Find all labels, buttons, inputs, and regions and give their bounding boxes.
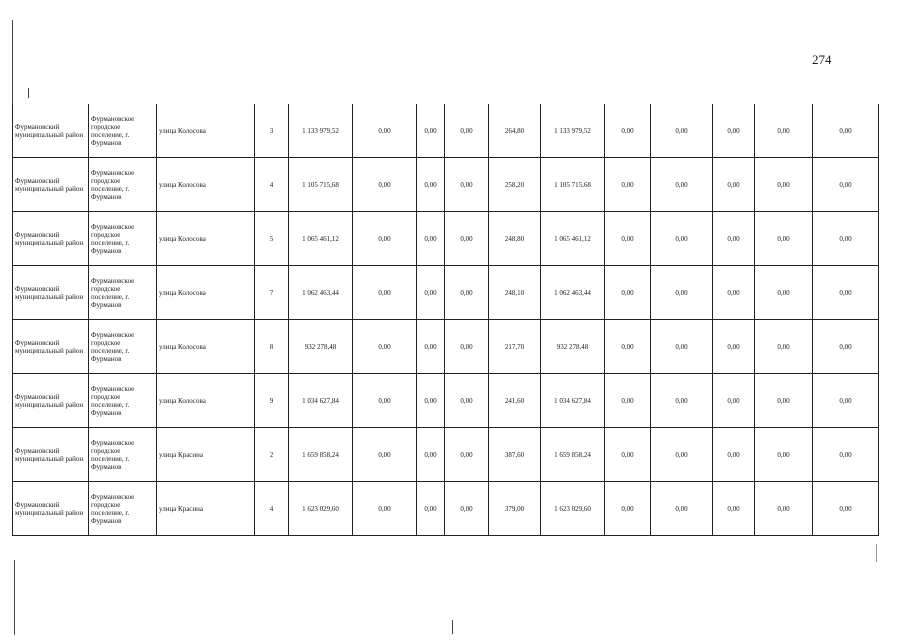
cell-house: 2	[255, 428, 289, 482]
table-row	[13, 428, 879, 482]
cell-total: 1 065 461,12	[289, 212, 353, 266]
cell-house: 9	[255, 374, 289, 428]
table-row	[13, 212, 879, 266]
cell-amount: 1 034 627,84	[541, 374, 605, 428]
cell-v5: 0,00	[651, 158, 713, 212]
cell-house: 3	[255, 104, 289, 158]
cell-street: улица Колосова	[157, 320, 255, 374]
cell-settlement: Фурмановское городское поселение, г. Фурманов	[89, 158, 157, 212]
cell-v2: 0,00	[417, 482, 445, 536]
scan-mark-bottom-mid	[452, 620, 453, 634]
cell-area: 248,80	[489, 212, 541, 266]
cell-v2: 0,00	[417, 374, 445, 428]
cell-v4: 0,00	[605, 158, 651, 212]
cell-settlement: Фурмановское городское поселение, г. Фурманов	[89, 212, 157, 266]
cell-street: улица Колосова	[157, 266, 255, 320]
page-number: 274	[812, 52, 832, 67]
cell-v7: 0,00	[755, 374, 813, 428]
cell-settlement: Фурмановское городское поселение, г. Фурманов	[89, 104, 157, 158]
cell-v4: 0,00	[605, 374, 651, 428]
scan-mark-left	[12, 20, 13, 104]
cell-v1: 0,00	[353, 482, 417, 536]
cell-v3: 0,00	[445, 158, 489, 212]
cell-settlement: Фурмановское городское поселение, г. Фурманов	[89, 374, 157, 428]
cell-area: 379,00	[489, 482, 541, 536]
cell-district: Фурмановский муниципальный район	[13, 374, 89, 428]
cell-v2: 0,00	[417, 428, 445, 482]
table-row	[13, 266, 879, 320]
cell-v8: 0,00	[813, 212, 879, 266]
cell-v7: 0,00	[755, 158, 813, 212]
cell-v6: 0,00	[713, 104, 755, 158]
cell-street: улица Колосова	[157, 212, 255, 266]
table-row	[13, 320, 879, 374]
cell-v7: 0,00	[755, 212, 813, 266]
cell-v4: 0,00	[605, 428, 651, 482]
cell-v8: 0,00	[813, 482, 879, 536]
cell-v5: 0,00	[651, 320, 713, 374]
cell-v5: 0,00	[651, 374, 713, 428]
cell-street: улица Красина	[157, 428, 255, 482]
table-row	[13, 104, 879, 158]
cell-v7: 0,00	[755, 104, 813, 158]
cell-area: 387,60	[489, 428, 541, 482]
cell-area: 241,60	[489, 374, 541, 428]
scan-mark-bottom-left	[14, 560, 15, 635]
cell-settlement: Фурмановское городское поселение, г. Фурманов	[89, 266, 157, 320]
cell-area: 248,10	[489, 266, 541, 320]
cell-v3: 0,00	[445, 212, 489, 266]
cell-house: 7	[255, 266, 289, 320]
cell-district: Фурмановский муниципальный район	[13, 428, 89, 482]
cell-house: 4	[255, 158, 289, 212]
cell-v1: 0,00	[353, 320, 417, 374]
cell-v1: 0,00	[353, 374, 417, 428]
table-row	[13, 374, 879, 428]
cell-v2: 0,00	[417, 320, 445, 374]
cell-v6: 0,00	[713, 428, 755, 482]
cell-house: 4	[255, 482, 289, 536]
cell-settlement: Фурмановское городское поселение, г. Фурманов	[89, 482, 157, 536]
cell-area: 258,20	[489, 158, 541, 212]
cell-v5: 0,00	[651, 428, 713, 482]
cell-amount: 1 105 715,68	[541, 158, 605, 212]
cell-district: Фурмановский муниципальный район	[13, 212, 89, 266]
cell-v5: 0,00	[651, 266, 713, 320]
cell-v2: 0,00	[417, 212, 445, 266]
cell-v3: 0,00	[445, 266, 489, 320]
cell-house: 8	[255, 320, 289, 374]
cell-amount: 1 065 461,12	[541, 212, 605, 266]
cell-v8: 0,00	[813, 320, 879, 374]
cell-street: улица Колосова	[157, 104, 255, 158]
cell-district: Фурмановский муниципальный район	[13, 266, 89, 320]
table-body	[13, 104, 879, 536]
cell-v3: 0,00	[445, 428, 489, 482]
scan-mark-right	[876, 544, 877, 562]
cell-v3: 0,00	[445, 482, 489, 536]
cell-v8: 0,00	[813, 158, 879, 212]
cell-v6: 0,00	[713, 158, 755, 212]
cell-district: Фурмановский муниципальный район	[13, 320, 89, 374]
cell-street: улица Красина	[157, 482, 255, 536]
cell-v3: 0,00	[445, 320, 489, 374]
cell-v4: 0,00	[605, 104, 651, 158]
cell-v3: 0,00	[445, 374, 489, 428]
scan-mark-tick	[28, 88, 29, 98]
cell-district: Фурмановский муниципальный район	[13, 158, 89, 212]
cell-v6: 0,00	[713, 266, 755, 320]
cell-area: 217,70	[489, 320, 541, 374]
cell-v4: 0,00	[605, 482, 651, 536]
cell-amount: 932 278,48	[541, 320, 605, 374]
cell-total: 1 659 858,24	[289, 428, 353, 482]
cell-v6: 0,00	[713, 320, 755, 374]
cell-total: 1 133 979,52	[289, 104, 353, 158]
cell-v4: 0,00	[605, 320, 651, 374]
cell-v8: 0,00	[813, 428, 879, 482]
cell-settlement: Фурмановское городское поселение, г. Фурманов	[89, 320, 157, 374]
cell-v7: 0,00	[755, 428, 813, 482]
cell-total: 932 278,48	[289, 320, 353, 374]
cell-total: 1 105 715,68	[289, 158, 353, 212]
cell-v7: 0,00	[755, 266, 813, 320]
cell-street: улица Колосова	[157, 374, 255, 428]
cell-v8: 0,00	[813, 266, 879, 320]
cell-total: 1 623 029,60	[289, 482, 353, 536]
cell-settlement: Фурмановское городское поселение, г. Фурманов	[89, 428, 157, 482]
cell-amount: 1 659 858,24	[541, 428, 605, 482]
cell-v7: 0,00	[755, 320, 813, 374]
cell-v1: 0,00	[353, 428, 417, 482]
cell-v6: 0,00	[713, 212, 755, 266]
table-row	[13, 482, 879, 536]
cell-v5: 0,00	[651, 104, 713, 158]
cell-house: 5	[255, 212, 289, 266]
cell-street: улица Колосова	[157, 158, 255, 212]
table-row	[13, 158, 879, 212]
cell-v1: 0,00	[353, 266, 417, 320]
cell-v6: 0,00	[713, 482, 755, 536]
cell-v5: 0,00	[651, 482, 713, 536]
cell-area: 264,80	[489, 104, 541, 158]
cell-v5: 0,00	[651, 212, 713, 266]
cell-v1: 0,00	[353, 212, 417, 266]
cell-district: Фурмановский муниципальный район	[13, 104, 89, 158]
cell-v7: 0,00	[755, 482, 813, 536]
cell-v1: 0,00	[353, 158, 417, 212]
cell-district: Фурмановский муниципальный район	[13, 482, 89, 536]
cell-v4: 0,00	[605, 212, 651, 266]
data-table	[12, 104, 879, 536]
cell-v2: 0,00	[417, 104, 445, 158]
cell-total: 1 034 627,84	[289, 374, 353, 428]
cell-total: 1 062 463,44	[289, 266, 353, 320]
cell-v8: 0,00	[813, 374, 879, 428]
cell-amount: 1 623 029,60	[541, 482, 605, 536]
cell-v2: 0,00	[417, 266, 445, 320]
cell-v4: 0,00	[605, 266, 651, 320]
cell-v2: 0,00	[417, 158, 445, 212]
cell-amount: 1 062 463,44	[541, 266, 605, 320]
cell-v8: 0,00	[813, 104, 879, 158]
cell-amount: 1 133 979,52	[541, 104, 605, 158]
cell-v3: 0,00	[445, 104, 489, 158]
cell-v1: 0,00	[353, 104, 417, 158]
cell-v6: 0,00	[713, 374, 755, 428]
